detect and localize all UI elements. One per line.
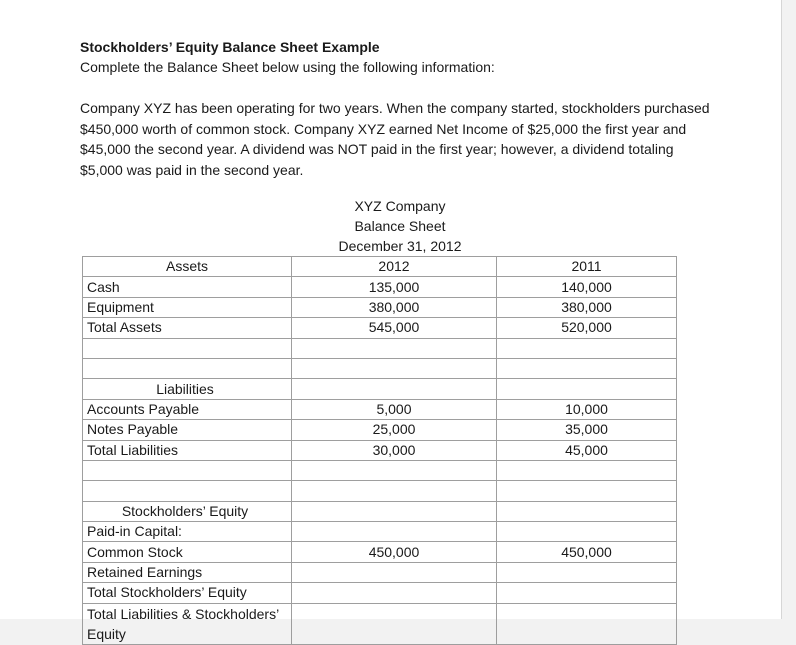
- table-row: [83, 562, 677, 582]
- value-2012: [292, 583, 497, 603]
- problem-paragraph: Company XYZ has been operating for two years. When the company started, stockholders purchased $450,000 worth of common stock. Company XYZ earned Net Income of $25,000 the first year and $45,000 the second year. A dividend was NOT paid in the first year; however, a dividend totaling $5,000 was paid in the second year.: [80, 100, 710, 178]
- blank-row: [83, 338, 677, 358]
- row-label: Total Liabilities & Stockholders’ Equity: [83, 603, 292, 644]
- value-2012: 30,000: [292, 440, 497, 460]
- value-2011: [497, 603, 677, 644]
- table-header-row: [83, 257, 677, 277]
- row-label: Retained Earnings: [83, 562, 292, 582]
- value-2011: 520,000: [497, 318, 677, 338]
- table-row: [83, 583, 677, 603]
- value-2011: [497, 522, 677, 542]
- equity-section-header: Stockholders’ Equity: [83, 501, 292, 521]
- value-2011: 380,000: [497, 297, 677, 317]
- value-2011: [497, 583, 677, 603]
- value-2012: 5,000: [292, 399, 497, 419]
- table-row: [83, 440, 677, 460]
- row-label: Paid-in Capital:: [83, 522, 292, 542]
- year-2012-header: 2012: [292, 257, 497, 277]
- blank-row: [83, 460, 677, 480]
- row-label: Total Liabilities: [83, 440, 292, 460]
- blank-row: [83, 481, 677, 501]
- value-2012: 135,000: [292, 277, 497, 297]
- sheet-company: XYZ Company: [354, 198, 446, 214]
- value-2012: 380,000: [292, 297, 497, 317]
- value-2012: [292, 603, 497, 644]
- value-2011: [497, 562, 677, 582]
- row-label: Equipment: [83, 297, 292, 317]
- row-label: Notes Payable: [83, 420, 292, 440]
- table-row: [83, 297, 677, 317]
- value-2012: [292, 562, 497, 582]
- table-row: [83, 420, 677, 440]
- row-label: Total Assets: [83, 318, 292, 338]
- value-2012: 450,000: [292, 542, 497, 562]
- value-2012: [292, 522, 497, 542]
- assets-column-header: Assets: [83, 257, 292, 277]
- document-subtitle: Complete the Balance Sheet below using the following information:: [80, 59, 495, 75]
- table-row: [83, 542, 677, 562]
- year-2011-header: 2011: [497, 257, 677, 277]
- table-row: [83, 318, 677, 338]
- table-row: [83, 399, 677, 419]
- liabilities-section-header: Liabilities: [83, 379, 292, 399]
- table-row: [83, 277, 677, 297]
- row-label: Accounts Payable: [83, 399, 292, 419]
- sheet-date: December 31, 2012: [338, 238, 462, 254]
- value-2011: 45,000: [497, 440, 677, 460]
- section-header-row: [83, 379, 677, 399]
- section-header-row: [83, 501, 677, 521]
- value-2011: 35,000: [497, 420, 677, 440]
- value-2012: 25,000: [292, 420, 497, 440]
- table-row: [83, 522, 677, 542]
- value-2012: 545,000: [292, 318, 497, 338]
- row-label: Cash: [83, 277, 292, 297]
- sheet-name: Balance Sheet: [354, 218, 446, 234]
- document-title: Stockholders’ Equity Balance Sheet Example: [80, 39, 380, 55]
- row-label: Common Stock: [83, 542, 292, 562]
- balance-sheet-table: [82, 256, 677, 645]
- blank-row: [83, 358, 677, 378]
- value-2011: 10,000: [497, 399, 677, 419]
- value-2011: 140,000: [497, 277, 677, 297]
- value-2011: 450,000: [497, 542, 677, 562]
- table-row: [83, 603, 677, 644]
- row-label: Total Stockholders’ Equity: [83, 583, 292, 603]
